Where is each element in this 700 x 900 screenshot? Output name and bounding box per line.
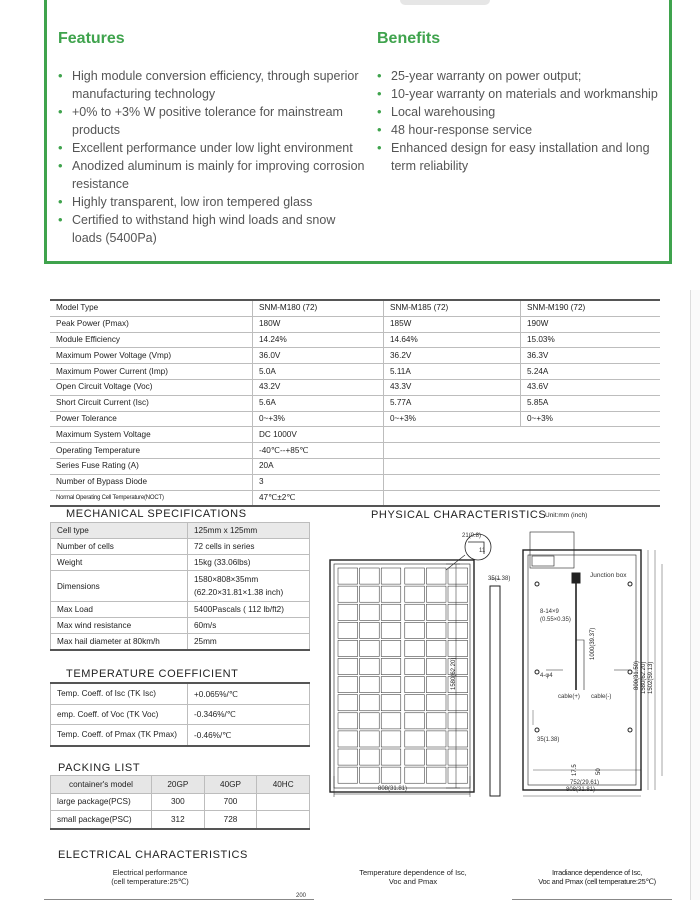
mechanical-label: Max hail diameter at 80km/h: [51, 634, 188, 651]
solar-cell: [426, 586, 446, 602]
solar-cell: [426, 568, 446, 584]
chart1-caption-line2: (cell temperature:25℃): [111, 877, 189, 886]
back-height-3: 1502(59.13): [648, 661, 654, 694]
cable-length-label: 1000(39.37): [590, 627, 596, 660]
solar-cell: [448, 586, 468, 602]
solar-cell: [448, 622, 468, 638]
solar-cell: [360, 586, 380, 602]
chart2-caption-line1: Temperature dependence of Isc,: [359, 868, 467, 877]
spec-label: Series Fuse Rating (A): [50, 458, 253, 474]
benefits-item: • Local warehousing: [375, 103, 667, 121]
solar-cell: [405, 767, 425, 783]
features-item: • +0% to +3% W positive tolerance for mainstream products: [56, 103, 368, 139]
solar-cell: [426, 604, 446, 620]
spec-empty: [384, 490, 661, 506]
chart2-caption-line2: Voc and Pmax: [388, 877, 438, 886]
solar-cell: [405, 731, 425, 747]
spec-row: [50, 332, 660, 348]
spec-label: Peak Power (Pmax): [50, 316, 253, 332]
features-item: • High module conversion efficiency, through superior manufacturing technology: [56, 67, 368, 103]
solar-cell: [381, 695, 401, 711]
spec-value: 20A: [253, 458, 384, 474]
solar-cell: [338, 767, 358, 783]
spec-row: [50, 379, 660, 395]
temperature-coeff-table: [50, 682, 310, 747]
solar-cell: [405, 640, 425, 656]
detail-label-2: 11: [479, 548, 486, 554]
spec-value: 180W: [253, 316, 384, 332]
packing-cell: [257, 793, 310, 811]
spec-label: Power Tolerance: [50, 411, 253, 427]
solar-cell: [381, 568, 401, 584]
spec-value: -40℃--+85℃: [253, 443, 384, 459]
mechanical-spec-table: [50, 522, 310, 651]
solar-cell: [338, 731, 358, 747]
solar-cell: [338, 604, 358, 620]
spec-value: DC 1000V: [253, 427, 384, 443]
solar-cell: [426, 640, 446, 656]
solar-cell: [405, 713, 425, 729]
spec-value: 14.24%: [253, 332, 384, 348]
spec-row: [50, 458, 660, 474]
mechanical-label: Max wind resistance: [51, 618, 188, 634]
temperature-value: +0.065%/℃: [188, 683, 310, 704]
ground-holes-label: 4-φ4: [540, 673, 553, 679]
spec-value: 185W: [384, 316, 521, 332]
back-bottom-2: 50: [596, 768, 602, 775]
physical-title: PHYSICAL CHARACTERISTICS: [371, 509, 547, 521]
packing-cell: large package(PCS): [51, 793, 152, 811]
solar-cell: [405, 586, 425, 602]
packing-header-row: [51, 776, 310, 794]
solar-cell: [338, 695, 358, 711]
solar-cell: [338, 659, 358, 675]
spec-value: 5.11A: [384, 364, 521, 380]
solar-cell: [405, 695, 425, 711]
solar-cell: [448, 568, 468, 584]
solar-cell: [426, 622, 446, 638]
spec-label: Maximum Power Voltage (Vmp): [50, 348, 253, 364]
front-height-label: 1580(62.20): [451, 657, 457, 690]
solar-cell: [448, 640, 468, 656]
spec-value: 5.24A: [521, 364, 661, 380]
solar-cell: [360, 640, 380, 656]
spec-value: 0~+3%: [384, 411, 521, 427]
mechanical-value: 15kg (33.06lbs): [188, 555, 310, 571]
solar-cell: [338, 640, 358, 656]
mechanical-title: MECHANICAL SPECIFICATIONS: [66, 508, 247, 520]
side-width-label: 35(1.38): [488, 576, 511, 582]
mechanical-value: 72 cells in series: [188, 539, 310, 555]
solar-cell: [381, 659, 401, 675]
spec-value: 43.6V: [521, 379, 661, 395]
back-width-1: 752(29.61): [570, 780, 600, 786]
benefits-list: [375, 67, 667, 175]
spec-label: Operating Temperature: [50, 443, 253, 459]
solar-cell: [360, 767, 380, 783]
spec-label: Open Circuit Voltage (Voc): [50, 379, 253, 395]
packing-header: 40HC: [257, 776, 310, 794]
spec-value: 190W: [521, 316, 661, 332]
chart3-caption-line1: Irradiance dependence of Isc,: [551, 868, 643, 877]
spec-value: 36.3V: [521, 348, 661, 364]
mechanical-label: Number of cells: [51, 539, 188, 555]
mechanical-label: Dimensions: [51, 571, 188, 602]
solar-cell: [381, 749, 401, 765]
solar-cell: [405, 677, 425, 693]
mechanical-row: [51, 634, 310, 651]
chart2-caption: [343, 868, 483, 886]
cable-negative-label: cable(-): [591, 694, 612, 700]
mechanical-row: [51, 618, 310, 634]
spec-label: Module Efficiency: [50, 332, 253, 348]
features-title: Features: [58, 30, 125, 47]
packing-row: [51, 811, 310, 829]
mechanical-label: Cell type: [51, 523, 188, 539]
spec-row: [50, 443, 660, 459]
chart3-caption-line2: Voc and Pmax (cell temperature:25℃): [538, 877, 656, 886]
solar-cell: [405, 568, 425, 584]
spec-value: 5.6A: [253, 395, 384, 411]
solar-cell: [381, 640, 401, 656]
spec-row: [50, 427, 660, 443]
electrical-title: ELECTRICAL CHARACTERISTICS: [58, 849, 248, 861]
solar-cell: [448, 604, 468, 620]
solar-cell: [405, 604, 425, 620]
solar-cell: [381, 604, 401, 620]
solar-cell: [360, 695, 380, 711]
features-item: • Excellent performance under low light environment: [56, 139, 368, 157]
spec-value: SNM-M190 (72): [521, 300, 661, 316]
solar-cell: [360, 659, 380, 675]
solar-cell: [426, 659, 446, 675]
solar-cell: [426, 731, 446, 747]
mechanical-row: [51, 555, 310, 571]
solar-cell: [381, 586, 401, 602]
mechanical-row: [51, 539, 310, 555]
spec-row: [50, 364, 660, 380]
spec-empty: [384, 443, 661, 459]
temperature-row: [51, 704, 310, 725]
detail-label: 21(0.8): [462, 533, 482, 539]
solar-cell: [448, 731, 468, 747]
mechanical-value: [188, 571, 310, 602]
spec-value: 3: [253, 474, 384, 490]
solar-cell: [448, 713, 468, 729]
solar-cell: [360, 713, 380, 729]
features-list: [56, 67, 368, 247]
packing-title: PACKING LIST: [58, 762, 141, 774]
spec-value: 36.2V: [384, 348, 521, 364]
solar-cell: [448, 767, 468, 783]
solar-cell: [360, 604, 380, 620]
solar-cell: [381, 677, 401, 693]
solar-cell: [426, 767, 446, 783]
mechanical-label: Weight: [51, 555, 188, 571]
mechanical-value: 125mm x 125mm: [188, 523, 310, 539]
temperature-label: Temp. Coeff. of Pmax (TK Pmax): [51, 725, 188, 746]
solar-cell: [448, 695, 468, 711]
solar-cell: [405, 749, 425, 765]
solar-cell: [338, 713, 358, 729]
cable-positive-label: cable(+): [558, 694, 580, 700]
spec-value: 5.77A: [384, 395, 521, 411]
solar-cell: [426, 713, 446, 729]
spec-label: Short Circuit Current (Isc): [50, 395, 253, 411]
spec-value: 36.0V: [253, 348, 384, 364]
solar-cell: [338, 622, 358, 638]
mechanical-row: [51, 571, 310, 602]
benefits-item: • 25-year warranty on power output;: [375, 67, 667, 85]
spec-row: [50, 316, 660, 332]
solar-cell: [360, 677, 380, 693]
back-height-2: 1580(62.20): [641, 661, 647, 694]
back-bottom-1: 17.5: [572, 764, 578, 776]
packing-row: [51, 793, 310, 811]
benefits-item: • 48 hour-response service: [375, 121, 667, 139]
solar-cell: [360, 731, 380, 747]
mechanical-row: [51, 523, 310, 539]
packing-cell: 300: [152, 793, 205, 811]
spec-value: 5.0A: [253, 364, 384, 380]
solar-cell: [338, 586, 358, 602]
packing-list-table: [50, 775, 310, 830]
spec-row: [50, 411, 660, 427]
scrollbar[interactable]: [690, 290, 700, 900]
features-item: • Anodized aluminum is mainly for improving corrosion resistance: [56, 157, 368, 193]
features-item: • Highly transparent, low iron tempered glass: [56, 193, 368, 211]
benefits-title: Benefits: [377, 30, 441, 47]
chart1-caption-line1: Electrical performance: [112, 868, 188, 877]
spec-value: 47℃±2℃: [253, 490, 384, 506]
side-offset-label: 35(1.38): [537, 737, 560, 743]
temperature-label: Temp. Coeff. of Isc (TK Isc): [51, 683, 188, 704]
chart1-caption: [90, 868, 210, 886]
mechanical-row: [51, 602, 310, 618]
spec-value: 14.64%: [384, 332, 521, 348]
spec-label: Maximum Power Current (Imp): [50, 364, 253, 380]
packing-cell: 312: [152, 811, 205, 829]
packing-cell: small package(PSC): [51, 811, 152, 829]
packing-cell: [257, 811, 310, 829]
packing-cell: 700: [204, 793, 257, 811]
solar-cell: [338, 749, 358, 765]
solar-cell: [426, 695, 446, 711]
mechanical-value: 25mm: [188, 634, 310, 651]
spec-label: Number of Bypass Diode: [50, 474, 253, 490]
solar-cell: [405, 622, 425, 638]
solar-cell: [360, 622, 380, 638]
chart-axis-top: 200: [296, 893, 307, 899]
spec-value: 15.03%: [521, 332, 661, 348]
spec-empty: [384, 458, 661, 474]
mount-holes-label: 8-14×9: [540, 609, 559, 615]
spec-empty: [384, 474, 661, 490]
spec-value: SNM-M185 (72): [384, 300, 521, 316]
temperature-row: [51, 683, 310, 704]
mechanical-value-line: 1580×808×35mm: [194, 575, 259, 584]
solar-cell: [338, 677, 358, 693]
spec-row: [50, 300, 660, 316]
temperature-title: TEMPERATURE COEFFICIENT: [66, 668, 239, 680]
solar-cell: [381, 731, 401, 747]
spec-value: 5.85A: [521, 395, 661, 411]
features-item: • Certified to withstand high wind loads and snow loads (5400Pa): [56, 211, 368, 247]
solar-cell: [426, 749, 446, 765]
temperature-value: -0.346%/℃: [188, 704, 310, 725]
spec-value: 0~+3%: [521, 411, 661, 427]
junction-box-label: Junction box: [590, 572, 627, 579]
packing-header: 20GP: [152, 776, 205, 794]
packing-cell: 728: [204, 811, 257, 829]
benefits-item: • Enhanced design for easy installation and long term reliability: [375, 139, 667, 175]
solar-cell: [338, 568, 358, 584]
mechanical-value-line: (62.20×31.81×1.38 inch): [194, 588, 284, 597]
front-width-label: 808(31.81): [378, 786, 408, 792]
packing-header: 40GP: [204, 776, 257, 794]
spec-row: [50, 474, 660, 490]
spec-row: [50, 348, 660, 364]
electrical-spec-table: [50, 299, 660, 507]
spec-row: [50, 395, 660, 411]
mechanical-label: Max Load: [51, 602, 188, 618]
benefits-item: • 10-year warranty on materials and workmanship: [375, 85, 667, 103]
unit-label: Unit:mm (inch): [545, 512, 588, 519]
spec-value: 0~+3%: [253, 411, 384, 427]
packing-header: container's model: [51, 776, 152, 794]
spec-value: SNM-M180 (72): [253, 300, 384, 316]
solar-cell: [448, 749, 468, 765]
spec-empty: [384, 427, 661, 443]
back-height-1: 800(31.50): [634, 660, 640, 690]
spec-row: [50, 490, 660, 506]
solar-cell: [405, 659, 425, 675]
solar-cell: [381, 767, 401, 783]
temperature-value: -0.46%/℃: [188, 725, 310, 746]
solar-cell: [426, 677, 446, 693]
temperature-label: emp. Coeff. of Voc (TK Voc): [51, 704, 188, 725]
spec-value: 43.3V: [384, 379, 521, 395]
spec-value: 43.2V: [253, 379, 384, 395]
solar-cell: [360, 749, 380, 765]
temperature-row: [51, 725, 310, 746]
spec-label: Maximum System Voltage: [50, 427, 253, 443]
mechanical-value: 5400Pascals ( 112 lb/ft2): [188, 602, 310, 618]
solar-cell: [360, 568, 380, 584]
spec-label: Normal Operating Cell Temperature(NOCT): [50, 490, 253, 506]
mechanical-value: 60m/s: [188, 618, 310, 634]
solar-cell: [381, 713, 401, 729]
chart3-caption: [522, 868, 672, 886]
spec-label: Model Type: [50, 300, 253, 316]
solar-cell: [381, 622, 401, 638]
mount-holes-inch: (0.55×0.35): [540, 617, 571, 623]
back-width-2: 808(31.81): [566, 787, 596, 793]
